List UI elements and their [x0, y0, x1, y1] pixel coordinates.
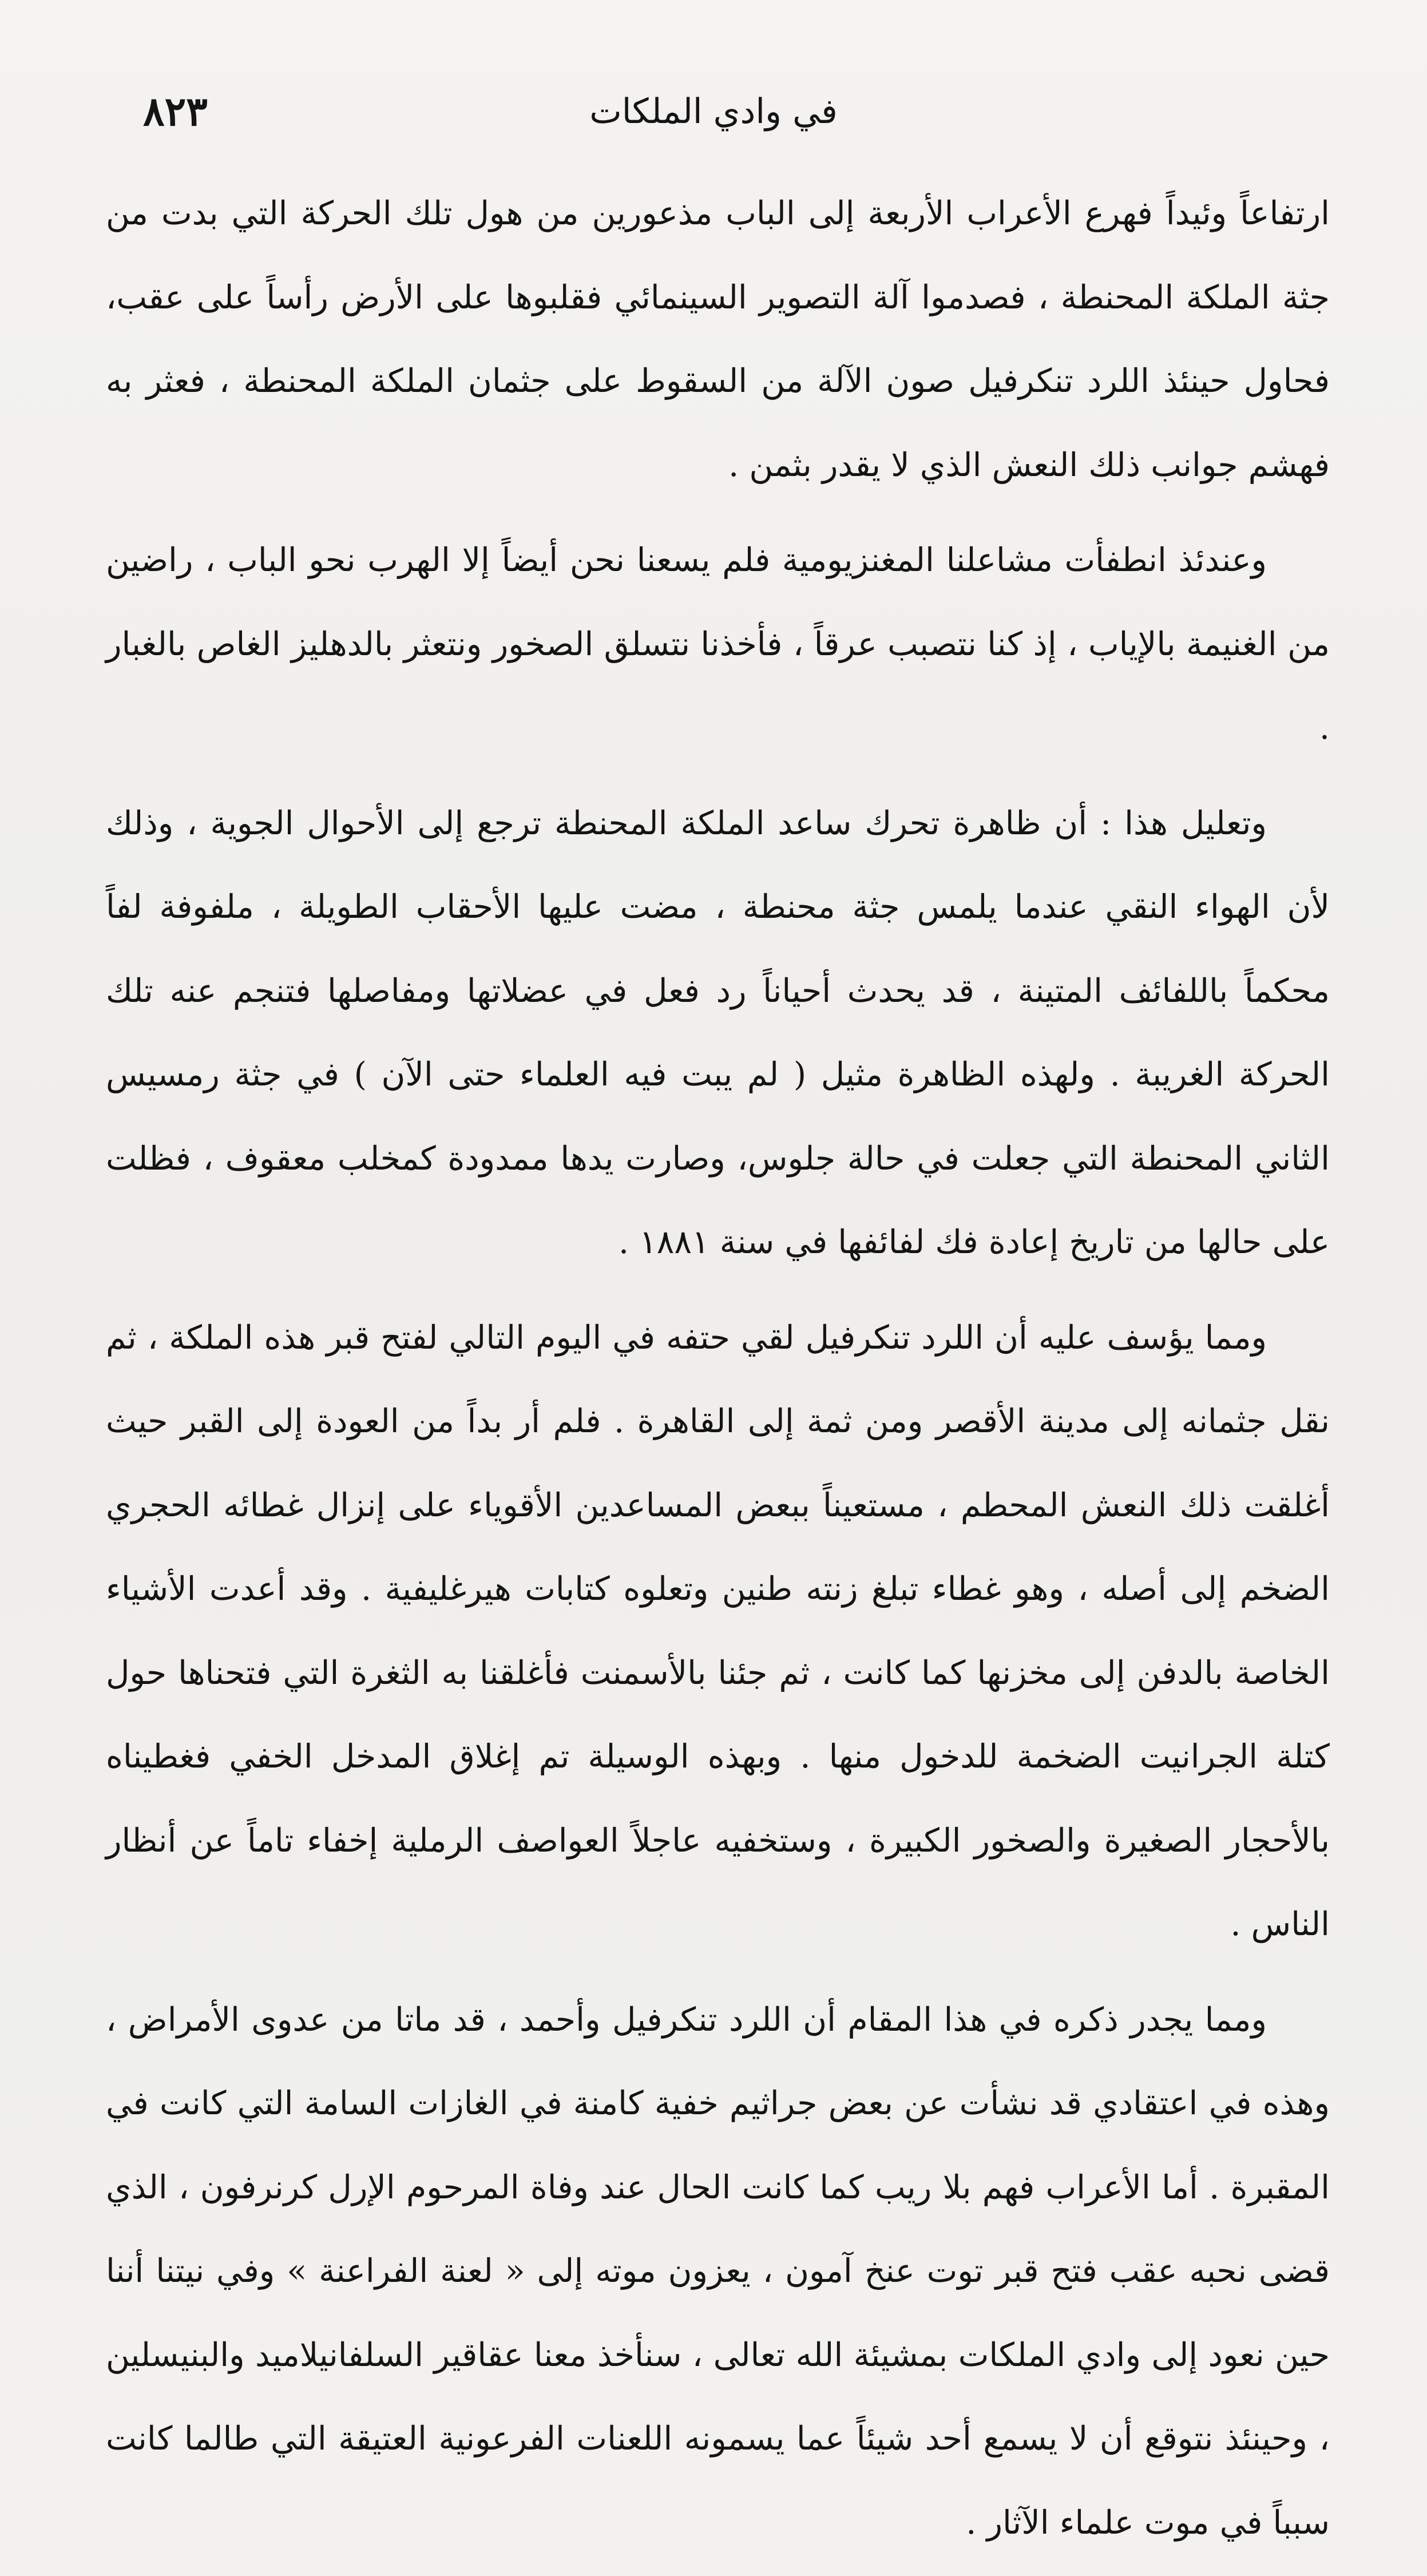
paragraph-1: ارتفاعاً وئيداً فهرع الأعراب الأربعة إلى الباب مذعورين من هول تلك الحركة التي بدت من جثة الملكة المحنطة ، فصدموا آلة التصوير السينمائي فقلبوها على الأرض رأساً على عقب، فحاول حينئذ اللرد تنكرفيل صون الآلة من السقوط على جثمان الملكة المحنطة ، فعثر به فهشم جوانب ذلك النعش الذي لا يقدر بثمن .	[106, 195, 1330, 484]
paragraph-4: ومما يؤسف عليه أن اللرد تنكرفيل لقي حتفه في اليوم التالي لفتح قبر هذه الملكة ، ثم نقل جثمانه إلى مدينة الأقصر ومن ثمة إلى القاهرة . فلم أر بداً من العودة إلى القبر حيث أغلقت ذلك النعش المحطم ، مستعيناً ببعض المساعدين الأقوياء على إنزال غطائه الحجري الضخم إلى أصله ، وهو غطاء تبلغ زنته طنين وتعلوه كتابات هيرغليفية . وقد أعدت الأشياء الخاصة بالدفن إلى مخزنها كما كانت ، ثم جئنا بالأسمنت فأغلقنا به الثغرة التي فتحناها حول كتلة الجرانيت الضخمة للدخول منها . وبهذه الوسيلة تم إغلاق المدخل الخفي فغطيناه بالأحجار الصغيرة والصخور الكبيرة ، وستخفيه عاجلاً العواصف الرملية إخفاء تاماً عن أنظار الناس .	[106, 1318, 1330, 1943]
paragraph-5: ومما يجدر ذكره في هذا المقام أن اللرد تنكرفيل وأحمد ، قد ماتا من عدوى الأمراض ، وهذه في اعتقادي قد نشأت عن بعض جراثيم خفية كامنة في الغازات السامة التي كانت في المقبرة . أما الأعراب فهم بلا ريب كما كانت الحال عند وفاة المرحوم الإرل كرنرفون ، الذي قضى نحبه عقب فتح قبر توت عنخ آمون ، يعزون موته إلى « لعنة الفراعنة » وفي نيتنا أننا حين نعود إلى وادي الملكات بمشيئة الله تعالى ، سنأخذ معنا عقاقير السلفانيلاميد والبنيسلين ، وحينئذ نتوقع أن لا يسمع أحد شيئاً عما يسمونه اللعنات الفرعونية العتيقة التي طالما كانت سبباً في موت علماء الآثار .	[106, 2000, 1330, 2542]
page-number: ٨٢٣	[143, 88, 208, 135]
paragraph-2: وعندئذ انطفأت مشاعلنا المغنزيومية فلم يسعنا نحن أيضاً إلا الهرب نحو الباب ، راضين من الغنيمة بالإياب ، إذ كنا نتصبب عرقاً ، فأخذنا نتسلق الصخور ونتعثر بالدهليز الغاص بالغبار .	[106, 541, 1330, 747]
paragraph-3: وتعليل هذا : أن ظاهرة تحرك ساعد الملكة المحنطة ترجع إلى الأحوال الجوية ، وذلك لأن الهواء النقي عندما يلمس جثة محنطة ، مضت عليها الأحقاب الطويلة ، ملفوفة لفاً محكماً باللفائف المتينة ، قد يحدث أحياناً رد فعل في عضلاتها ومفاصلها فتنجم عنه تلك الحركة الغريبة . ولهذه الظاهرة مثيل ( لم يبت فيه العلماء حتى الآن ) في جثة رمسيس الثاني المحنطة التي جعلت في حالة جلوس، وصارت يدها ممدودة كمخلب معقوف ، فظلت على حالها من تاريخ إعادة فك لفائفها في سنة ١٨٨١ .	[106, 804, 1330, 1261]
body-text	[106, 172, 1330, 2576]
page-header	[109, 86, 1318, 137]
running-title: في وادي الملكات	[589, 92, 838, 132]
